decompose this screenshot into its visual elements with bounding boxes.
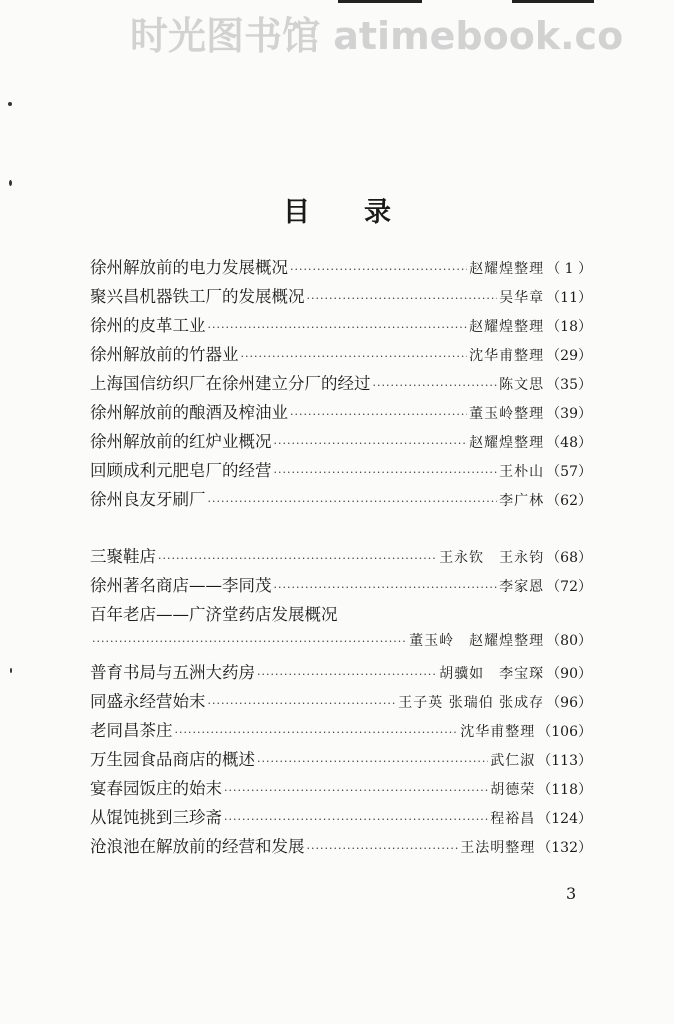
entry-author: 武仁淑 — [490, 753, 536, 769]
leader-dots — [290, 263, 467, 276]
leader-dots — [241, 350, 468, 363]
entry-title: 徐州解放前的酿酒及榨油业 — [90, 403, 288, 422]
toc-entry[interactable] — [90, 486, 592, 515]
table-of-contents — [90, 254, 592, 862]
entry-author: 王朴山 — [499, 464, 545, 480]
entry-title: 从馄饨挑到三珍斋 — [90, 808, 222, 827]
entry-page: （96） — [546, 695, 592, 711]
toc-entry-continuation[interactable] — [90, 630, 592, 659]
entry-page: （90） — [546, 666, 592, 682]
entry-page: （62） — [546, 493, 592, 509]
entry-author: 王法明整理 — [460, 840, 536, 856]
leader-dots — [92, 635, 407, 648]
entry-page: （39） — [546, 406, 592, 422]
toc-entry-title-line[interactable] — [90, 601, 592, 630]
leader-dots — [208, 697, 397, 710]
toc-entry[interactable] — [90, 254, 592, 283]
entry-title: 普育书局与五洲大药房 — [90, 663, 255, 682]
entry-page: （72） — [546, 579, 592, 595]
leader-dots — [307, 292, 498, 305]
toc-entry[interactable] — [90, 804, 592, 833]
toc-entry[interactable] — [90, 428, 592, 457]
entry-title: 徐州良友牙刷厂 — [90, 490, 206, 509]
page-number: 3 — [566, 884, 577, 903]
toc-entry[interactable] — [90, 370, 592, 399]
entry-author: 赵耀煌整理 — [469, 261, 545, 277]
toc-entry[interactable] — [90, 833, 592, 862]
entry-page: （113） — [537, 753, 592, 769]
toc-entry[interactable] — [90, 399, 592, 428]
watermark: 时光图书馆 atimebook.co — [130, 14, 624, 58]
entry-author: 胡德荣 — [490, 782, 536, 798]
scan-speck — [9, 180, 12, 186]
scan-speck — [8, 102, 12, 106]
scan-speck — [10, 668, 12, 673]
entry-title: 徐州解放前的竹器业 — [90, 345, 239, 364]
entry-title: 上海国信纺织厂在徐州建立分厂的经过 — [90, 374, 371, 393]
section-gap — [90, 515, 592, 529]
entry-page: （35） — [546, 377, 592, 393]
entry-title: 万生园食品商店的概述 — [90, 750, 255, 769]
entry-title: 三聚鞋店 — [90, 547, 156, 566]
top-rule-left — [338, 0, 422, 3]
leader-dots — [307, 842, 459, 855]
entry-page: （29） — [546, 348, 592, 364]
entry-author: 赵耀煌整理 — [469, 319, 545, 335]
leader-dots — [373, 379, 498, 392]
leader-dots — [224, 813, 488, 826]
entry-page: （124） — [537, 811, 592, 827]
leader-dots — [274, 466, 498, 479]
entry-title: 同盛永经营始末 — [90, 692, 206, 711]
entry-page: （118） — [537, 782, 592, 798]
entry-author: 程裕昌 — [490, 811, 536, 827]
leader-dots — [274, 437, 468, 450]
entry-author: 李广林 — [499, 493, 545, 509]
entry-page: （18） — [546, 319, 592, 335]
entry-page: （57） — [546, 464, 592, 480]
section-gap — [90, 529, 592, 543]
entry-title: 聚兴昌机器铁工厂的发展概况 — [90, 287, 305, 306]
entry-title: 徐州解放前的红炉业概况 — [90, 432, 272, 451]
leader-dots — [175, 726, 459, 739]
leader-dots — [208, 321, 468, 334]
entry-title: 百年老店——广济堂药店发展概况 — [90, 605, 338, 624]
toc-entry[interactable] — [90, 283, 592, 312]
entry-author: 吴华章 — [499, 290, 545, 306]
leader-dots — [290, 408, 467, 421]
entry-author: 李家恩 — [499, 579, 545, 595]
toc-entry[interactable] — [90, 775, 592, 804]
toc-entry[interactable] — [90, 659, 592, 688]
entry-page: （11） — [546, 290, 592, 306]
toc-entry[interactable] — [90, 543, 592, 572]
toc-entry[interactable] — [90, 717, 592, 746]
entry-title: 徐州的皮革工业 — [90, 316, 206, 335]
entry-page: （132） — [537, 840, 592, 856]
entry-author: 王永钦 王永钧 — [439, 550, 545, 566]
top-rule-right — [512, 0, 594, 3]
entry-title: 徐州著名商店——李同茂 — [90, 576, 272, 595]
toc-entry[interactable] — [90, 746, 592, 775]
entry-author: 沈华甫整理 — [469, 348, 545, 364]
entry-title: 沧浪池在解放前的经营和发展 — [90, 837, 305, 856]
entry-page: （80） — [546, 633, 592, 649]
entry-author: 董玉岭 赵耀煌整理 — [409, 633, 545, 649]
entry-title: 宴春园饭庄的始末 — [90, 779, 222, 798]
leader-dots — [158, 552, 437, 565]
entry-author: 赵耀煌整理 — [469, 435, 545, 451]
leader-dots — [224, 784, 488, 797]
page-title: 目录 — [283, 197, 445, 229]
entry-author: 胡骥如 李宝琛 — [439, 666, 545, 682]
entry-title: 徐州解放前的电力发展概况 — [90, 258, 288, 277]
toc-entry[interactable] — [90, 688, 592, 717]
entry-page: （68） — [546, 550, 592, 566]
entry-title: 老同昌茶庄 — [90, 721, 173, 740]
entry-page: （106） — [537, 724, 592, 740]
leader-dots — [208, 495, 498, 508]
entry-author: 王子英 张瑞伯 张成存 — [398, 695, 545, 711]
toc-entry[interactable] — [90, 312, 592, 341]
leader-dots — [257, 755, 488, 768]
leader-dots — [274, 581, 498, 594]
entry-page: （ 1 ） — [546, 261, 592, 277]
toc-entry[interactable] — [90, 457, 592, 486]
toc-entry[interactable] — [90, 572, 592, 601]
entry-author: 董玉岭整理 — [469, 406, 545, 422]
toc-entry[interactable] — [90, 341, 592, 370]
entry-title: 回顾成利元肥皂厂的经营 — [90, 461, 272, 480]
entry-author: 沈华甫整理 — [460, 724, 536, 740]
entry-author: 陈文思 — [499, 377, 545, 393]
entry-page: （48） — [546, 435, 592, 451]
leader-dots — [257, 668, 437, 681]
